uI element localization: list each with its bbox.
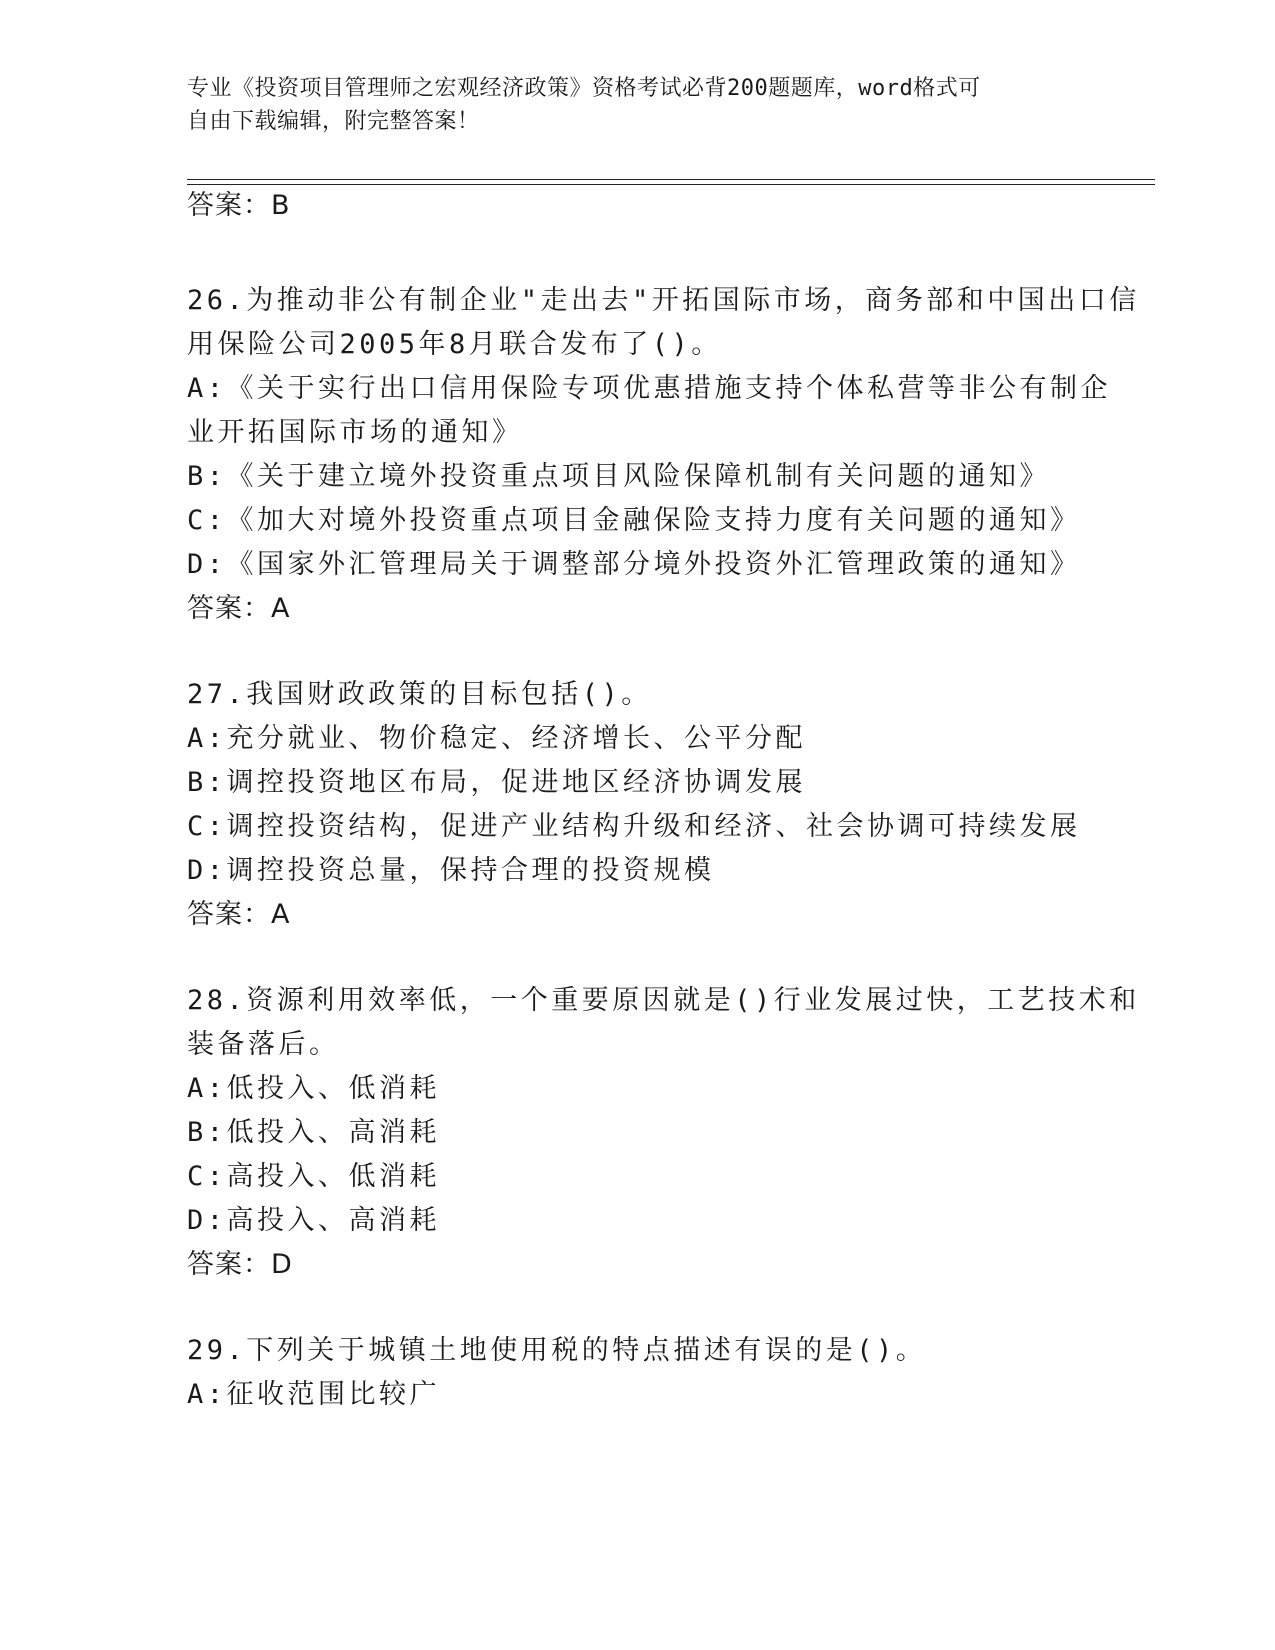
q27-option-c: C:调控投资结构，促进产业结构升级和经济、社会协调可持续发展 bbox=[187, 811, 1081, 842]
q28-option-c: C:高投入、低消耗 bbox=[187, 1161, 441, 1192]
header-rule-bottom bbox=[187, 184, 1155, 185]
q26-option-a-line-2: 业开拓国际市场的通知》 bbox=[187, 417, 523, 448]
q28-option-b: B:低投入、高消耗 bbox=[187, 1117, 441, 1148]
q27-answer: 答案：A bbox=[187, 899, 291, 930]
q26-option-a-line-1: A:《关于实行出口信用保险专项优惠措施支持个体私营等非公有制企 bbox=[187, 373, 1112, 404]
header-line-2: 自由下载编辑，附完整答案！ bbox=[187, 109, 480, 134]
q28-option-d: D:高投入、高消耗 bbox=[187, 1205, 441, 1236]
q27-option-d: D:调控投资总量，保持合理的投资规模 bbox=[187, 855, 715, 886]
q27-option-b: B:调控投资地区布局，促进地区经济协调发展 bbox=[187, 767, 807, 798]
q26-option-d: D:《国家外汇管理局关于调整部分境外投资外汇管理政策的通知》 bbox=[187, 549, 1081, 580]
q26-option-b: B:《关于建立境外投资重点项目风险保障机制有关问题的通知》 bbox=[187, 461, 1051, 492]
q28-stem-line-2: 装备落后。 bbox=[187, 1029, 340, 1060]
q27-stem: 27.我国财政政策的目标包括()。 bbox=[187, 679, 652, 710]
q29-stem: 29.下列关于城镇土地使用税的特点描述有误的是()。 bbox=[187, 1335, 927, 1366]
header-line-1: 专业《投资项目管理师之宏观经济政策》资格考试必背200题题库，word格式可 bbox=[187, 76, 981, 101]
q27-option-a: A:充分就业、物价稳定、经济增长、公平分配 bbox=[187, 723, 807, 754]
previous-answer: 答案：B bbox=[187, 190, 291, 221]
header-rule-top bbox=[187, 179, 1155, 180]
q26-answer: 答案：A bbox=[187, 593, 291, 624]
q29-option-a: A:征收范围比较广 bbox=[187, 1379, 441, 1410]
q26-option-c: C:《加大对境外投资重点项目金融保险支持力度有关问题的通知》 bbox=[187, 505, 1081, 536]
q28-answer: 答案：D bbox=[187, 1249, 293, 1280]
q28-stem-line-1: 28.资源利用效率低，一个重要原因就是()行业发展过快，工艺技术和 bbox=[187, 985, 1140, 1016]
page-header bbox=[187, 72, 1087, 138]
q28-option-a: A:低投入、低消耗 bbox=[187, 1073, 441, 1104]
q26-stem-line-2: 用保险公司2005年8月联合发布了()。 bbox=[187, 329, 722, 360]
q26-stem-line-1: 26.为推动非公有制企业"走出去"开拓国际市场，商务部和中国出口信 bbox=[187, 285, 1140, 316]
